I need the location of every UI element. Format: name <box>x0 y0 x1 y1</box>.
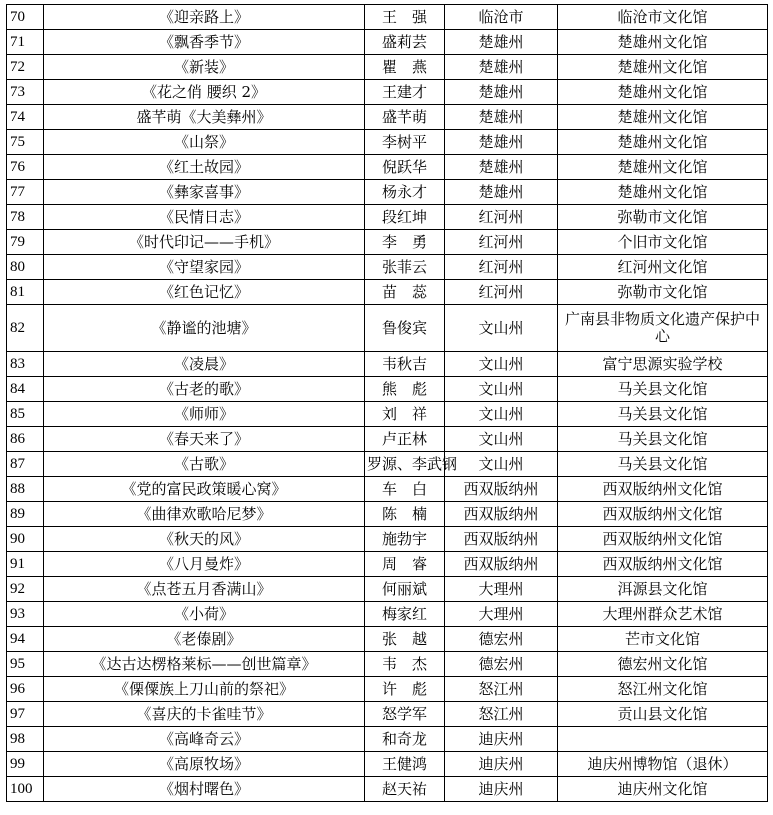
table-row <box>7 602 768 627</box>
cell-author: 张 越 <box>365 627 445 652</box>
table-row <box>7 130 768 155</box>
cell-author: 瞿 燕 <box>365 55 445 80</box>
cell-author: 鲁俊宾 <box>365 305 445 352</box>
cell-number: 98 <box>7 727 44 752</box>
cell-author: 王健鸿 <box>365 752 445 777</box>
cell-number: 84 <box>7 377 44 402</box>
cell-unit: 马关县文化馆 <box>558 377 768 402</box>
cell-unit: 临沧市文化馆 <box>558 5 768 30</box>
cell-title: 《红土故园》 <box>44 155 365 180</box>
table-row <box>7 305 768 352</box>
cell-author: 韦秋吉 <box>365 352 445 377</box>
cell-number: 81 <box>7 280 44 305</box>
cell-unit: 西双版纳州文化馆 <box>558 477 768 502</box>
cell-unit: 弥勒市文化馆 <box>558 205 768 230</box>
cell-title: 《红色记忆》 <box>44 280 365 305</box>
table-row <box>7 255 768 280</box>
cell-region: 楚雄州 <box>445 80 558 105</box>
cell-author: 韦 杰 <box>365 652 445 677</box>
cell-number: 100 <box>7 777 44 802</box>
cell-region: 文山州 <box>445 452 558 477</box>
cell-title: 《凌晨》 <box>44 352 365 377</box>
cell-number: 89 <box>7 502 44 527</box>
cell-region: 红河州 <box>445 230 558 255</box>
cell-unit: 德宏州文化馆 <box>558 652 768 677</box>
cell-unit: 迪庆州博物馆（退休） <box>558 752 768 777</box>
table-row <box>7 527 768 552</box>
table-row <box>7 377 768 402</box>
table-row <box>7 427 768 452</box>
cell-title: 《民情日志》 <box>44 205 365 230</box>
cell-number: 83 <box>7 352 44 377</box>
cell-region: 楚雄州 <box>445 155 558 180</box>
cell-unit: 马关县文化馆 <box>558 427 768 452</box>
cell-author: 刘 祥 <box>365 402 445 427</box>
cell-title: 《古歌》 <box>44 452 365 477</box>
table-row <box>7 402 768 427</box>
cell-unit: 西双版纳州文化馆 <box>558 502 768 527</box>
cell-unit <box>558 727 768 752</box>
cell-region: 楚雄州 <box>445 55 558 80</box>
cell-author: 杨永才 <box>365 180 445 205</box>
cell-number: 96 <box>7 677 44 702</box>
cell-title: 《党的富民政策暖心窝》 <box>44 477 365 502</box>
cell-unit: 弥勒市文化馆 <box>558 280 768 305</box>
cell-author: 盛莉芸 <box>365 30 445 55</box>
cell-unit: 楚雄州文化馆 <box>558 80 768 105</box>
cell-title: 《八月曼炸》 <box>44 552 365 577</box>
cell-region: 西双版纳州 <box>445 527 558 552</box>
cell-unit: 贡山县文化馆 <box>558 702 768 727</box>
cell-unit: 马关县文化馆 <box>558 402 768 427</box>
table-row <box>7 55 768 80</box>
cell-author: 盛芊萌 <box>365 105 445 130</box>
cell-title: 《新装》 <box>44 55 365 80</box>
cell-author: 怒学军 <box>365 702 445 727</box>
cell-unit: 红河州文化馆 <box>558 255 768 280</box>
cell-number: 73 <box>7 80 44 105</box>
cell-author: 何丽斌 <box>365 577 445 602</box>
cell-author: 熊 彪 <box>365 377 445 402</box>
cell-author: 陈 楠 <box>365 502 445 527</box>
cell-unit: 西双版纳州文化馆 <box>558 527 768 552</box>
cell-unit: 迪庆州文化馆 <box>558 777 768 802</box>
cell-number: 77 <box>7 180 44 205</box>
cell-region: 红河州 <box>445 280 558 305</box>
cell-unit: 楚雄州文化馆 <box>558 155 768 180</box>
cell-number: 87 <box>7 452 44 477</box>
cell-number: 82 <box>7 305 44 352</box>
cell-author: 李 勇 <box>365 230 445 255</box>
cell-unit: 马关县文化馆 <box>558 452 768 477</box>
cell-number: 75 <box>7 130 44 155</box>
cell-region: 迪庆州 <box>445 727 558 752</box>
table-row <box>7 677 768 702</box>
cell-unit: 楚雄州文化馆 <box>558 105 768 130</box>
cell-unit: 个旧市文化馆 <box>558 230 768 255</box>
cell-region: 大理州 <box>445 577 558 602</box>
cell-title: 《小荷》 <box>44 602 365 627</box>
cell-number: 72 <box>7 55 44 80</box>
cell-region: 红河州 <box>445 205 558 230</box>
cell-unit: 楚雄州文化馆 <box>558 130 768 155</box>
cell-region: 西双版纳州 <box>445 502 558 527</box>
cell-number: 74 <box>7 105 44 130</box>
table-row <box>7 5 768 30</box>
cell-number: 85 <box>7 402 44 427</box>
cell-unit: 富宁思源实验学校 <box>558 352 768 377</box>
cell-region: 楚雄州 <box>445 130 558 155</box>
table-row <box>7 502 768 527</box>
cell-region: 怒江州 <box>445 702 558 727</box>
cell-title: 《师师》 <box>44 402 365 427</box>
cell-region: 西双版纳州 <box>445 477 558 502</box>
cell-unit: 楚雄州文化馆 <box>558 180 768 205</box>
table-row <box>7 627 768 652</box>
cell-author: 段红坤 <box>365 205 445 230</box>
cell-region: 文山州 <box>445 305 558 352</box>
cell-author: 许 彪 <box>365 677 445 702</box>
cell-title: 《飘香季节》 <box>44 30 365 55</box>
cell-number: 97 <box>7 702 44 727</box>
cell-number: 92 <box>7 577 44 602</box>
cell-number: 78 <box>7 205 44 230</box>
cell-region: 迪庆州 <box>445 752 558 777</box>
table-row <box>7 727 768 752</box>
cell-title: 《古老的歌》 <box>44 377 365 402</box>
cell-number: 91 <box>7 552 44 577</box>
cell-title: 《老傣剧》 <box>44 627 365 652</box>
table-row <box>7 477 768 502</box>
cell-author: 李树平 <box>365 130 445 155</box>
cell-title: 《花之俏 腰织 2》 <box>44 80 365 105</box>
works-table <box>6 4 768 802</box>
table-row <box>7 702 768 727</box>
cell-region: 楚雄州 <box>445 30 558 55</box>
cell-region: 文山州 <box>445 352 558 377</box>
cell-number: 90 <box>7 527 44 552</box>
table-row <box>7 352 768 377</box>
table-row <box>7 230 768 255</box>
table-row <box>7 205 768 230</box>
cell-author: 王建才 <box>365 80 445 105</box>
cell-title: 《山祭》 <box>44 130 365 155</box>
cell-author: 和奇龙 <box>365 727 445 752</box>
cell-region: 迪庆州 <box>445 777 558 802</box>
table-row <box>7 30 768 55</box>
cell-title: 《秋天的风》 <box>44 527 365 552</box>
cell-author: 周 睿 <box>365 552 445 577</box>
cell-title: 《点苍五月香满山》 <box>44 577 365 602</box>
cell-number: 99 <box>7 752 44 777</box>
cell-number: 88 <box>7 477 44 502</box>
cell-title: 《时代印记——手机》 <box>44 230 365 255</box>
table-row <box>7 80 768 105</box>
works-table-body <box>7 5 768 802</box>
cell-unit: 西双版纳州文化馆 <box>558 552 768 577</box>
cell-region: 楚雄州 <box>445 105 558 130</box>
cell-author: 苗 蕊 <box>365 280 445 305</box>
cell-number: 93 <box>7 602 44 627</box>
cell-unit: 洱源县文化馆 <box>558 577 768 602</box>
cell-title: 《高峰奇云》 <box>44 727 365 752</box>
cell-unit: 芒市文化馆 <box>558 627 768 652</box>
cell-unit: 楚雄州文化馆 <box>558 55 768 80</box>
cell-region: 文山州 <box>445 377 558 402</box>
cell-title: 盛芊萌《大美彝州》 <box>44 105 365 130</box>
cell-number: 95 <box>7 652 44 677</box>
cell-region: 怒江州 <box>445 677 558 702</box>
table-row <box>7 452 768 477</box>
table-row <box>7 752 768 777</box>
cell-region: 红河州 <box>445 255 558 280</box>
cell-author: 梅家红 <box>365 602 445 627</box>
cell-title: 《静谧的池塘》 <box>44 305 365 352</box>
cell-title: 《喜庆的卡雀哇节》 <box>44 702 365 727</box>
cell-title: 《曲律欢歌哈尼梦》 <box>44 502 365 527</box>
cell-title: 《高原牧场》 <box>44 752 365 777</box>
cell-author: 车 白 <box>365 477 445 502</box>
table-row <box>7 652 768 677</box>
cell-number: 71 <box>7 30 44 55</box>
cell-region: 临沧市 <box>445 5 558 30</box>
cell-unit: 大理州群众艺术馆 <box>558 602 768 627</box>
table-row <box>7 280 768 305</box>
cell-title: 《守望家园》 <box>44 255 365 280</box>
cell-author: 赵天祐 <box>365 777 445 802</box>
cell-author: 张菲云 <box>365 255 445 280</box>
cell-number: 70 <box>7 5 44 30</box>
table-row <box>7 155 768 180</box>
cell-author: 倪跃华 <box>365 155 445 180</box>
cell-region: 德宏州 <box>445 652 558 677</box>
cell-unit: 怒江州文化馆 <box>558 677 768 702</box>
table-row <box>7 552 768 577</box>
cell-region: 文山州 <box>445 427 558 452</box>
cell-title: 《迎亲路上》 <box>44 5 365 30</box>
cell-number: 79 <box>7 230 44 255</box>
cell-unit: 广南县非物质文化遗产保护中心 <box>558 305 768 352</box>
cell-region: 大理州 <box>445 602 558 627</box>
cell-author: 施勃宇 <box>365 527 445 552</box>
cell-author: 卢正林 <box>365 427 445 452</box>
cell-title: 《春天来了》 <box>44 427 365 452</box>
table-row <box>7 180 768 205</box>
table-row <box>7 577 768 602</box>
cell-author: 罗源、李武钢 <box>365 452 445 477</box>
cell-number: 76 <box>7 155 44 180</box>
cell-region: 文山州 <box>445 402 558 427</box>
cell-title: 《达古达楞格莱标——创世篇章》 <box>44 652 365 677</box>
cell-title: 《傈僳族上刀山前的祭祀》 <box>44 677 365 702</box>
cell-region: 德宏州 <box>445 627 558 652</box>
table-row <box>7 105 768 130</box>
cell-region: 楚雄州 <box>445 180 558 205</box>
cell-number: 80 <box>7 255 44 280</box>
cell-title: 《烟村曙色》 <box>44 777 365 802</box>
cell-number: 94 <box>7 627 44 652</box>
table-row <box>7 777 768 802</box>
cell-author: 王 强 <box>365 5 445 30</box>
cell-region: 西双版纳州 <box>445 552 558 577</box>
cell-number: 86 <box>7 427 44 452</box>
cell-title: 《彝家喜事》 <box>44 180 365 205</box>
cell-unit: 楚雄州文化馆 <box>558 30 768 55</box>
